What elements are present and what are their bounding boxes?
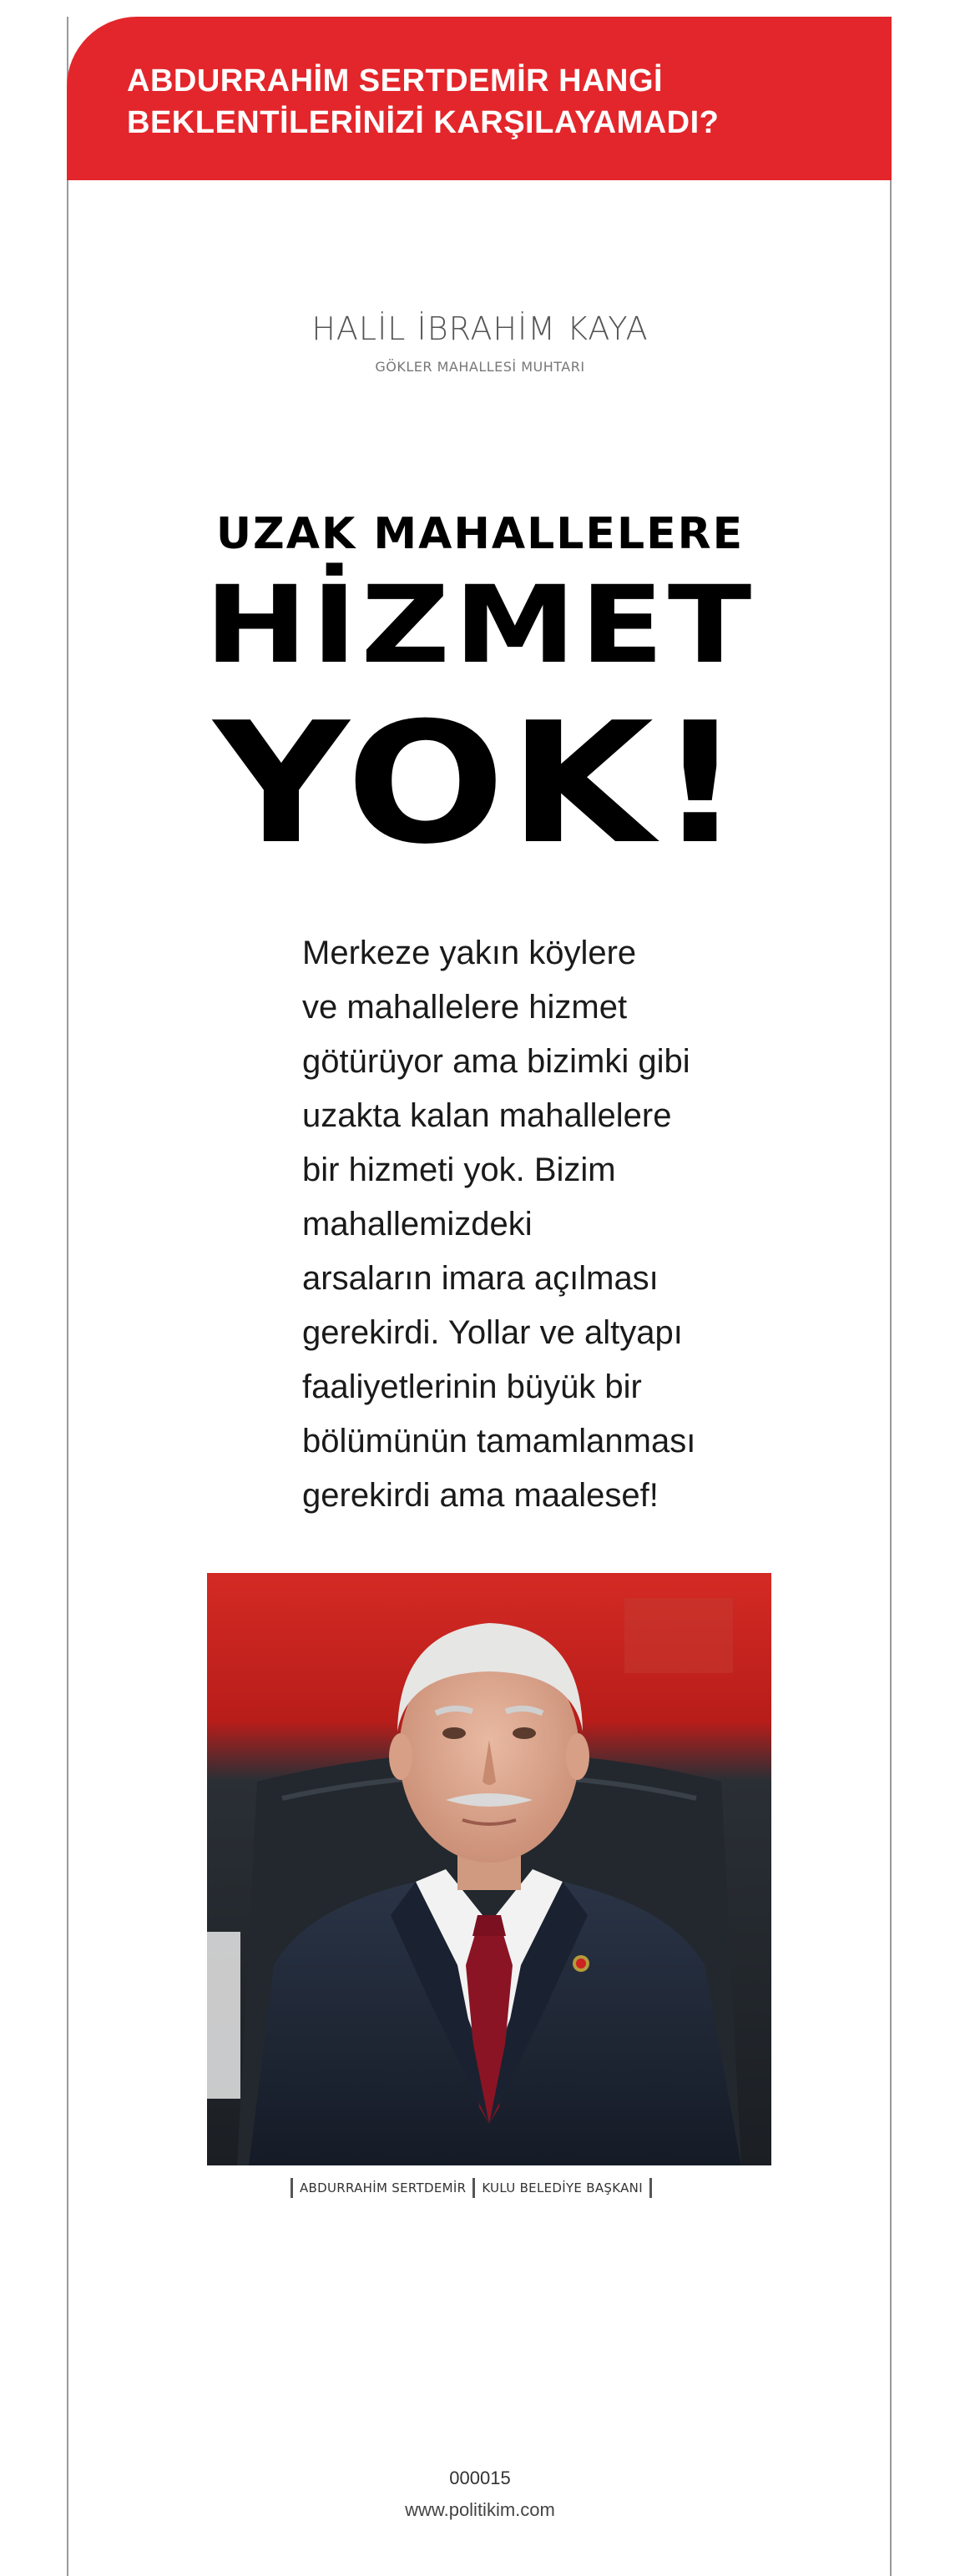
header-title-line1: ABDURRAHİM SERTDEMİR HANGİ bbox=[127, 63, 664, 98]
author-title: GÖKLER MAHALLESİ MUHTARI bbox=[375, 359, 585, 375]
quote-line: faaliyetlerinin büyük bir bbox=[302, 1369, 642, 1405]
header-title bbox=[127, 60, 892, 144]
portrait-photo bbox=[207, 1573, 771, 2165]
caption-divider bbox=[291, 2178, 293, 2198]
quote-line: gerekirdi ama maalesef! bbox=[302, 1477, 659, 1514]
quote-line: gerekirdi. Yollar ve altyapı bbox=[302, 1314, 683, 1351]
quote-line: ve mahallelere hizmet bbox=[302, 989, 628, 1026]
caption-name: ABDURRAHİM SERTDEMİR bbox=[300, 2180, 467, 2195]
author-name: HALİL İBRAHİM KAYA bbox=[311, 310, 649, 347]
quote-line: uzakta kalan mahallelere bbox=[302, 1097, 672, 1134]
headline-line1: UZAK MAHALLELERE bbox=[215, 509, 745, 559]
website-link[interactable]: www.politikim.com bbox=[405, 2499, 555, 2520]
headline-line2: HİZMET bbox=[205, 563, 755, 688]
quote-line: bir hizmeti yok. Bizim bbox=[302, 1152, 616, 1188]
caption-role: KULU BELEDİYE BAŞKANI bbox=[482, 2180, 643, 2195]
quote-text bbox=[302, 926, 736, 1523]
quote-line: Merkeze yakın köylere bbox=[302, 935, 637, 971]
portrait-illustration bbox=[207, 1573, 771, 2165]
quote-line: arsaların imara açılması bbox=[302, 1260, 659, 1297]
headline-line3: YOK! bbox=[213, 687, 747, 881]
quote-line: mahallemizdeki bbox=[302, 1206, 533, 1243]
caption-divider bbox=[649, 2178, 652, 2198]
page-number: 000015 bbox=[449, 2468, 511, 2488]
caption-divider bbox=[472, 2178, 475, 2198]
quote-line: bölümünün tamamlanması bbox=[302, 1423, 696, 1459]
quote-line: götürüyor ama bizimki gibi bbox=[302, 1043, 690, 1080]
photo-caption bbox=[284, 2176, 659, 2200]
header-title-line2: BEKLENTİLERİNİZİ KARŞILAYAMADI? bbox=[127, 105, 720, 140]
header-banner bbox=[67, 17, 892, 180]
